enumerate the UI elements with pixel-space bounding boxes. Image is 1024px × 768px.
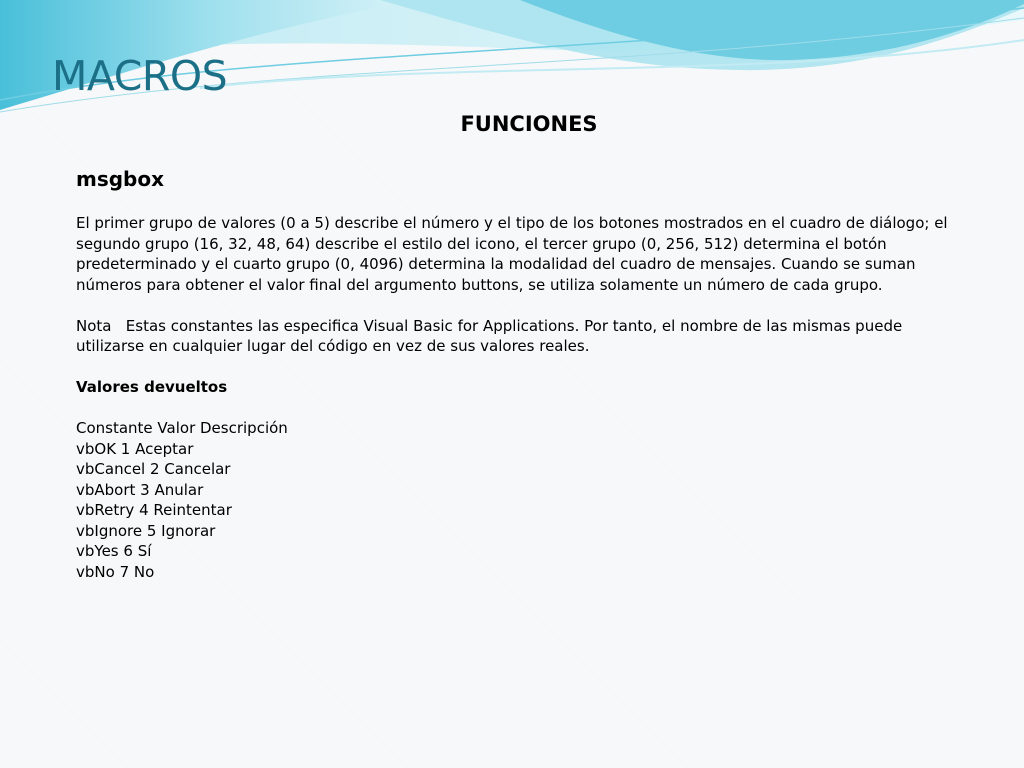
list-item: vbNo 7 No [76,562,155,581]
list-item: vbOK 1 Aceptar [76,439,194,458]
list-item: vbIgnore 5 Ignorar [76,521,216,540]
slide-subtitle: FUNCIONES [460,112,598,136]
list-item: vbAbort 3 Anular [76,480,204,499]
note-paragraph: Nota Estas constantes las especifica Visual Basic for Applications. Por tanto, el nombre de las mismas puede utilizarse en cualquier lugar del código en vez de sus valores reales. [76,316,903,355]
slide-body [76,165,956,582]
description-paragraph: El primer grupo de valores (0 a 5) describe el número y el tipo de los botones mostrados en el cuadro de diálogo; el segundo grupo (16, 32, 48, 64) describe el estilo del icono, el tercer grupo (0, 256, 512) determina el botón predeterminado y el cuarto grupo (0, 4096) determina la modalidad del cuadro de mensajes. Cuando se suman números para obtener el valor final del argumento buttons, se utiliza solamente un número de cada grupo. [76,214,948,294]
list-item: vbYes 6 Sí [76,542,152,560]
list-item: vbRetry 4 Reintentar [76,501,232,519]
returns-heading: Valores devueltos [76,378,228,396]
slide-title: MACROS [52,52,228,100]
section-heading: msgbox [76,167,165,191]
list-header: Constante Valor Descripción [76,419,288,437]
list-item: vbCancel 2 Cancelar [76,460,231,478]
return-values-list [76,418,956,582]
